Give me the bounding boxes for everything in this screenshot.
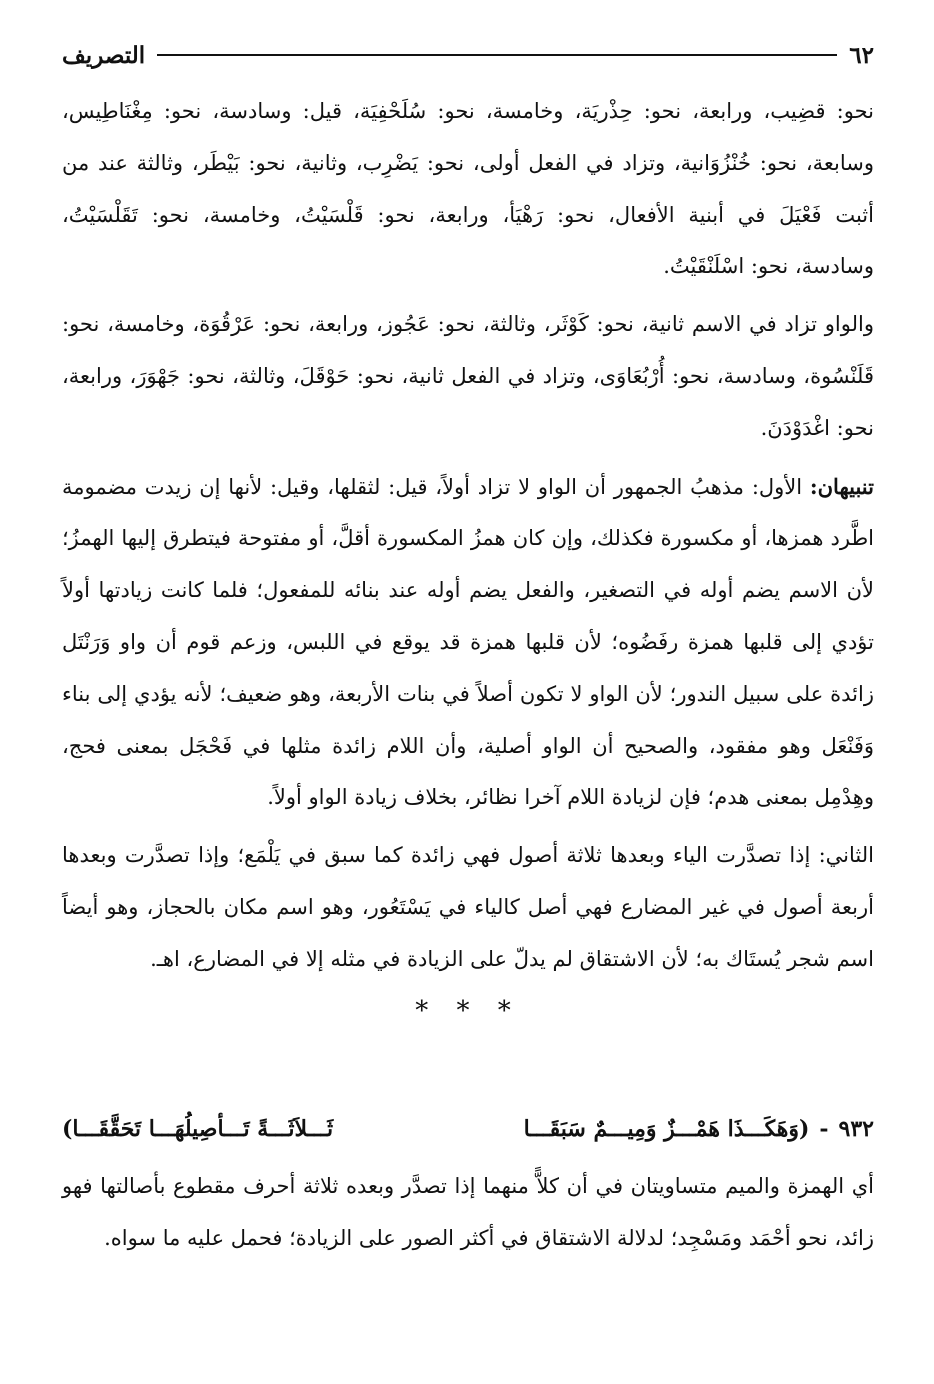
verse-commentary: أي الهمزة والميم متساويتان في أن كلاًّ منهما إذا تصدَّر وبعده ثلاثة أحرف مقطوع بأصالتها فهو زائد، نحو أحْمَد ومَسْجِد؛ لدلالة الاشتقاق في أكثر الصور على الزيادة؛ فحمل عليه ما سواه. xyxy=(62,1173,874,1250)
page-header xyxy=(62,38,874,72)
paragraph-ya-positions: نحو: قضِيب، ورابعة، نحو: حِذْريَة، وخامسة، نحو: سُلَحْفِيَة، قيل: وسادسة، نحو: مِغْنَاطِيس، وسابعة، نحو: خُنْزُوَانية، وتزاد في الفعل أولى، نحو: يَضْرِب، وثانية، نحو: بَيْطَر، وثالثة عند من أثبت فَعْيَلَ في أبنية الأفعال، نحو: رَهْيَأ، ورابعة، نحو: قَلْسَيْتُ، وخامسة، نحو: تَقَلْسَيْتُ، وسادسة، نحو: اسْلَنْقَيْتُ. xyxy=(62,99,874,279)
note-first xyxy=(62,461,874,825)
verse-number: ٩٣٢ xyxy=(838,1115,874,1142)
verse-first-part: ٩٣٢ - (وَهَكَـــذَا هَمْـــزٌ وَمِيـــمٌ سَبَقَـــا xyxy=(523,1115,874,1142)
verse-second-hemistich: ثَـــلاَثَـــةً تَـــأصِيلُهَـــا تَحَقَّقَـــا) xyxy=(62,1115,334,1142)
verse-first-hemistich: (وَهَكَـــذَا هَمْـــزٌ وَمِيـــمٌ سَبَقَـــا xyxy=(523,1115,810,1142)
page-number: ٦٢ xyxy=(849,41,874,69)
header-rule xyxy=(157,54,837,56)
note-first-text: الأول: مذهبُ الجمهور أن الواو لا تزاد أولاً، قيل: لثقلها، وقيل: لأنها إن زيدت مضمومة اطَّرد همزها، أو مكسورة فكذلك، وإن كان همزُ المكسورة أقلَّ، أو مفتوحة فيتطرق إليها الهمزُ؛ لأن الاسم يضم أوله في التصغير، والفعل يضم أوله عند بنائه للمفعول؛ فلما كانت زيادتها أولاً تؤدي إلى قلبها همزة رفَضُوه؛ لأن قلبها همزة قد يوقع في اللبس، وزعم قوم أن واو وَرَنْتَل زائدة على سبيل الندور؛ لأن الواو لا تكون أصلاً في بنات الأربعة، وهو ضعيف؛ لأنه يؤدي إلى بناء وَفَنْعَل وهو مفقود، والصحيح أن الواو أصلية، وأن اللام زائدة مثلها في فَحْجَل بمعنى فحج، وهِدْمِل بمعنى هدم؛ فإن لزيادة اللام آخرا نظائر، بخلاف زيادة الواو أولاً. xyxy=(62,474,874,810)
section-separator: * * * xyxy=(415,995,521,1026)
verse-line xyxy=(62,1106,874,1152)
note-second: الثاني: إذا تصدَّرت الياء وبعدها ثلاثة أصول فهي زائدة كما سبق في يَلْمَع؛ وإذا تصدَّرت وبعدها أربعة أصول في غير المضارع فهي أصل كالياء في يَسْتَعُور، وهو اسم مكان بالحجاز، وهو أيضاً اسم شجر يُستَاك به؛ لأن الاشتقاق لم يدلّ على الزيادة في مثله إلا في المضارع، اهـ. xyxy=(62,843,874,971)
notes-label: تنبيهان: xyxy=(809,473,874,499)
book-page xyxy=(62,38,874,1264)
running-title: التصريف xyxy=(62,41,146,69)
paragraph-waw-positions: والواو تزاد في الاسم ثانية، نحو: كَوْثَر، وثالثة، نحو: عَجُوز، ورابعة، نحو: عَرْقُوَة، وخامسة، نحو: قَلَنْسُوة، وسادسة، نحو: أُرْبُعَاوَى، وتزاد في الفعل ثانية، نحو: حَوْقَلَ، وثالثة، نحو: جَهْوَرَ، ورابعة، نحو: اغْدَوْدَنَ. xyxy=(62,312,874,440)
